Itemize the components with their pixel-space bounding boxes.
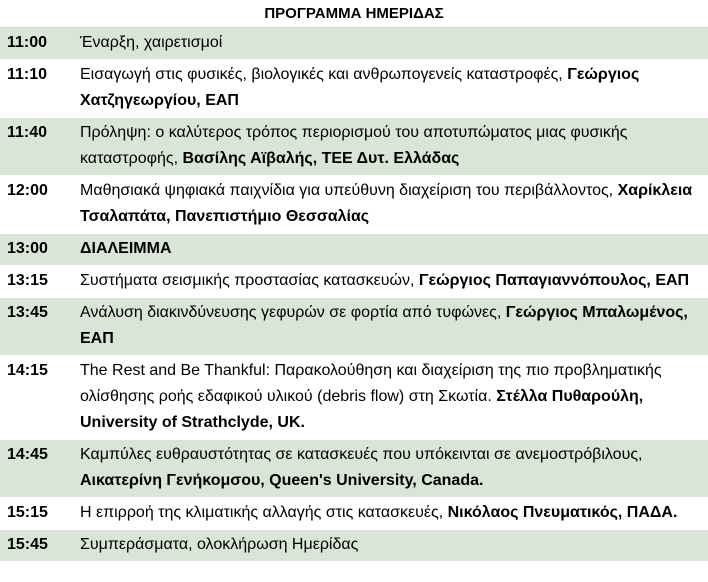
schedule-row <box>0 498 708 530</box>
session-text: Η επιρροή της κλιματικής αλλαγής στις κατασκευές, <box>80 504 448 521</box>
schedule-row <box>0 176 708 234</box>
schedule-row <box>0 60 708 118</box>
schedule-row <box>0 266 708 298</box>
session-text: Ανάλυση διακινδύνευσης γεφυρών σε φορτία από τυφώνες, <box>80 304 506 321</box>
session-text: Συστήματα σεισμικής προστασίας κατασκευών, <box>80 272 419 289</box>
session-speaker: Στέλλα Πυθαρούλη, University of Strathclyde, UK. <box>80 388 644 431</box>
session-description <box>76 234 708 266</box>
schedule-row <box>0 440 708 498</box>
schedule-row <box>0 530 708 562</box>
session-text: The Rest and Be Thankful: Παρακολούθηση και διαχείριση της πιο προβληματικής ολίσθησης ροής εδαφικού υλικού (debris flow) στη Σκωτία. <box>80 362 662 405</box>
schedule-row <box>0 356 708 440</box>
session-time: 13:15 <box>0 266 76 298</box>
session-speaker: Γεώργιος Χατζηγεωργίου, ΕΑΠ <box>80 66 640 109</box>
schedule-row <box>0 118 708 176</box>
schedule-row-break <box>0 234 708 266</box>
session-time: 14:45 <box>0 440 76 498</box>
session-description <box>76 60 708 118</box>
session-speaker: Γεώργιος Παπαγιαννόπουλος, ΕΑΠ <box>418 272 690 289</box>
session-description <box>76 118 708 176</box>
session-description <box>76 266 708 298</box>
session-time: 11:00 <box>0 28 76 60</box>
session-description <box>76 298 708 356</box>
session-text: Εισαγωγή στις φυσικές, βιολογικές και ανθρωπογενείς καταστροφές, <box>80 66 568 83</box>
session-speaker: Βασίλης Αϊβαλής, ΤΕΕ Δυτ. Ελλάδας <box>182 150 460 167</box>
break-label: ΔΙΑΛΕΙΜΜΑ <box>80 240 172 257</box>
session-speaker: Γεώργιος Μπαλωμένος, ΕΑΠ <box>80 304 688 347</box>
session-time: 12:00 <box>0 176 76 234</box>
session-description <box>76 530 708 562</box>
session-description <box>76 28 708 60</box>
session-text: Καμπύλες ευθραυστότητας σε κατασκευές που υπόκεινται σε ανεμοστρόβιλους, <box>80 446 643 463</box>
session-text: Έναρξη, χαιρετισμοί <box>80 34 223 51</box>
session-description <box>76 498 708 530</box>
session-time: 13:45 <box>0 298 76 356</box>
session-speaker: Αικατερίνη Γενήκομσου, Queen's University, Canada. <box>80 472 484 489</box>
session-time: 14:15 <box>0 356 76 440</box>
session-time: 15:15 <box>0 498 76 530</box>
session-time: 11:40 <box>0 118 76 176</box>
schedule-row <box>0 298 708 356</box>
schedule-row <box>0 28 708 60</box>
session-time: 13:00 <box>0 234 76 266</box>
session-description <box>76 176 708 234</box>
session-text: Μαθησιακά ψηφιακά παιχνίδια για υπεύθυνη διαχείριση του περιβάλλοντος, <box>80 182 618 199</box>
session-speaker: Νικόλαος Πνευματικός, ΠΑΔΑ. <box>447 504 678 521</box>
session-description <box>76 440 708 498</box>
session-text: Πρόληψη: ο καλύτερος τρόπος περιορισμού του αποτυπώματος μιας φυσικής καταστροφής, <box>80 124 628 167</box>
session-time: 11:10 <box>0 60 76 118</box>
session-description <box>76 356 708 440</box>
session-text: Συμπεράσματα, ολοκλήρωση Ημερίδας <box>80 536 359 553</box>
session-time: 15:45 <box>0 530 76 562</box>
program-title: ΠΡΟΓΡΑΜΜΑ ΗΜΕΡΙΔΑΣ <box>0 0 708 28</box>
session-speaker: Χαρίκλεια Τσαλαπάτα, Πανεπιστήμιο Θεσσαλίας <box>80 182 693 225</box>
